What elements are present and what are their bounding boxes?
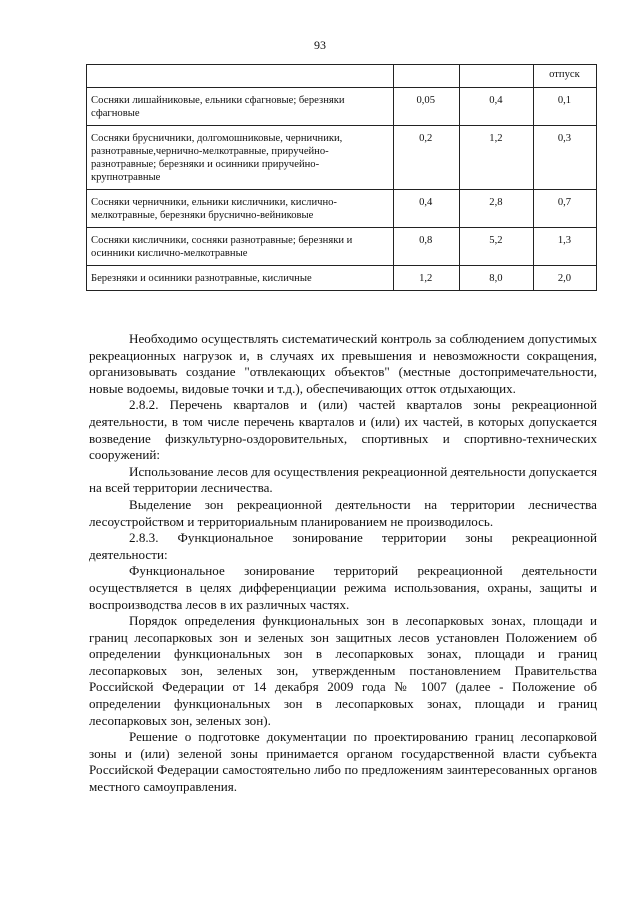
row-description: Сосняки брусничники, долгомошниковые, черничники, разнотравные,чернично-мелкотравные, приручейно-разнотравные; березняки и осинники приручейно-крупнотравные [87,126,394,190]
table-row [87,88,597,126]
row-value-3: 0,3 [533,126,596,190]
header-cell-col3 [459,65,533,88]
row-value-2: 0,4 [459,88,533,126]
row-value-2: 5,2 [459,228,533,266]
row-value-2: 1,2 [459,126,533,190]
table-header-row [87,65,597,88]
row-value-1: 0,2 [393,126,459,190]
row-value-3: 0,7 [533,190,596,228]
recreation-load-table [86,64,597,291]
paragraph: Выделение зон рекреационной деятельности на территории лесничества лесоустройством и территориальным планированием не производилось. [89,496,597,529]
paragraph: Функциональное зонирование территорий рекреационной деятельности осуществляется в целях дифференциации режима использования, охраны, защиты и воспроизводства лесов в их различных частях. [89,563,597,612]
row-description: Сосняки кисличники, сосняки разнотравные; березняки и осинники кислично-мелкотравные [87,228,394,266]
paragraph: 2.8.2. Перечень кварталов и (или) частей кварталов зоны рекреационной деятельности, в том числе перечень кварталов и (или) их частей, в которых допускается возведение физкультурно-оздоровительных, спортивных и спортивно-технических сооружений: [89,397,597,463]
row-value-2: 2,8 [459,190,533,228]
row-description: Сосняки черничники, ельники кисличники, кислично-мелкотравные, березняки бруснично-вейниковые [87,190,394,228]
table-row [87,126,597,190]
row-value-1: 1,2 [393,266,459,291]
row-description: Березняки и осинники разнотравные, кисличные [87,266,394,291]
table-row [87,228,597,266]
paragraph: Решение о подготовке документации по проектированию границ лесопарковой зоны и (или) зеленой зоны принимается органом государственной власти субъекта Российской Федерации самостоятельно либо по предложениям заинтересованных органов местного самоуправления. [89,729,597,795]
table-row [87,190,597,228]
paragraph: Необходимо осуществлять систематический контроль за соблюдением допустимых рекреационных нагрузок и, в случаях их превышения и невозможности сокращения, организовывать создание "отвлекающих объектов" (местные достопримечательности, новые водоемы, видовые точки и т.д.), обеспечивающих отток отдыхающих. [89,331,597,396]
row-value-1: 0,8 [393,228,459,266]
row-value-3: 0,1 [533,88,596,126]
paragraph: 2.8.3. Функциональное зонирование территории зоны рекреационной деятельности: [89,530,597,562]
paragraph: Использование лесов для осуществления рекреационной деятельности допускается на всей территории лесничества. [89,463,597,496]
row-value-3: 2,0 [533,266,596,291]
table-row [87,266,597,291]
row-value-1: 0,05 [393,88,459,126]
row-value-3: 1,3 [533,228,596,266]
row-value-2: 8,0 [459,266,533,291]
row-description: Сосняки лишайниковые, ельники сфагновые; березняки сфагновые [87,88,394,126]
header-cell-description [87,65,394,88]
header-cell-col4: отпуск [533,65,596,88]
paragraph: Порядок определения функциональных зон в лесопарковых зонах, площади и границ лесопарковых зон и зеленых зон защитных лесов установлен Положением об определении функциональных зон в лесопарковых зонах, площади и границ лесопарковых зон, зеленых зон, утвержденным постановлением Правительства Российской Федерации от 14 декабря 2009 года № 1007 (далее - Положение об определении функциональных зон в лесопарковых зонах, площади и границ лесопарковых зон, зеленых зон). [89,613,597,728]
row-value-1: 0,4 [393,190,459,228]
header-cell-col2 [393,65,459,88]
body-text [89,331,597,796]
page-number: 93 [314,38,326,52]
